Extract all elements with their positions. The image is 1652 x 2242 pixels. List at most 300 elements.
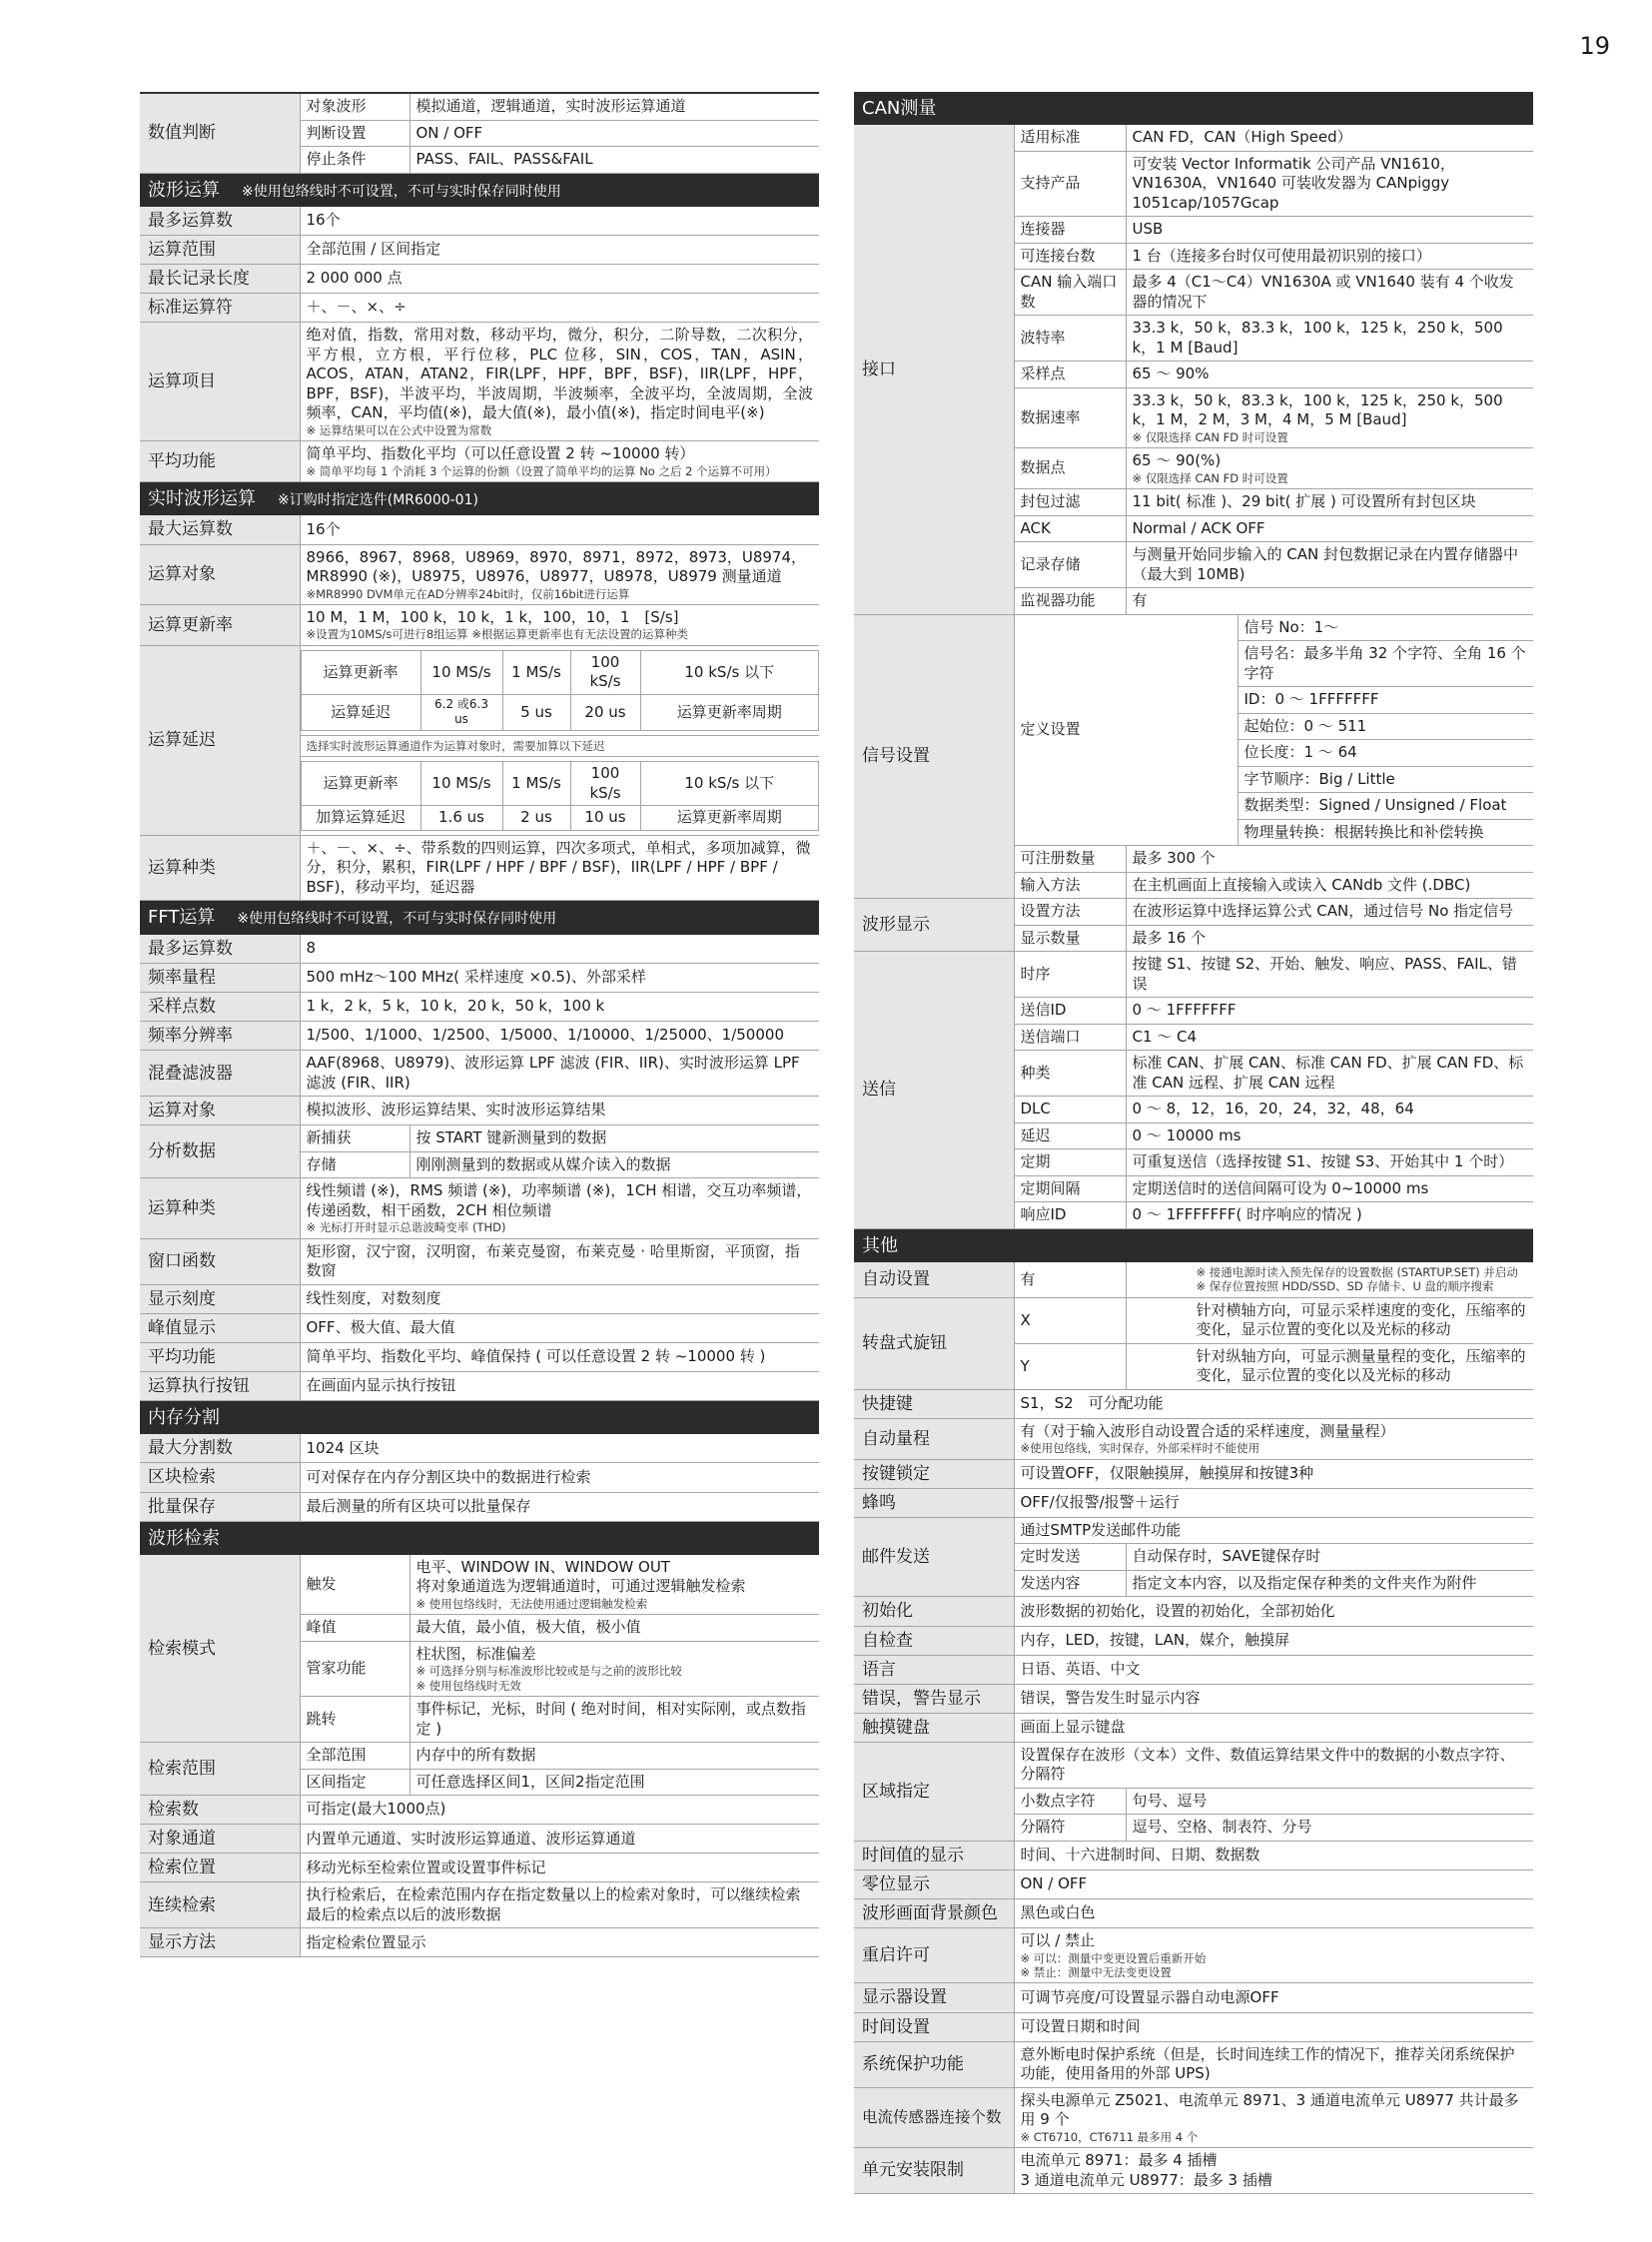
spec-text: 检索范围 — [148, 1759, 216, 1780]
spec-subkey — [1014, 448, 1126, 489]
spec-text: 蜂鸣 — [862, 1492, 896, 1513]
spec-value — [1014, 2012, 1533, 2041]
spec-value — [1126, 1262, 1533, 1297]
spec-text: 区间指定 — [306, 1772, 367, 1791]
spec-value — [1126, 1175, 1533, 1202]
spec-value — [300, 323, 819, 441]
spec-key — [140, 645, 300, 835]
spec-text: 线性刻度，对数刻度 — [306, 1288, 441, 1307]
spec-text: 针对纵轴方向，可显示测量量程的变化，压缩率的变化，显示位置的变化以及光标的移动 — [1196, 1346, 1526, 1385]
spec-key — [854, 1870, 1014, 1899]
spec-subkey — [300, 94, 410, 120]
spec-text: 检索数 — [148, 1800, 199, 1821]
spec-text: 定期送信时的送信间隔可设为 0~10000 ms — [1132, 1178, 1429, 1197]
spec-text: 可任意选择区间1，区间2指定范围 — [415, 1772, 645, 1791]
delay-table-cell: 100 kS/s — [570, 650, 640, 694]
spec-key — [854, 614, 1014, 899]
table-row — [140, 1342, 819, 1371]
table-row — [140, 645, 819, 735]
spec-text: 运算种类 — [148, 858, 216, 879]
spec-text: 定期间隔 — [1020, 1178, 1081, 1197]
delay-table-cell: 1 MS/s — [502, 762, 570, 806]
spec-value — [1014, 1928, 1533, 1983]
spec-text: 停止条件 — [306, 150, 367, 168]
spec-text: 运算项目 — [148, 372, 216, 392]
spec-text: 时间、十六进制时间、日期、数据数 — [1020, 1846, 1260, 1865]
spec-text: 峰值显示 — [148, 1317, 216, 1338]
table-row — [854, 1655, 1533, 1684]
spec-text: C1 ～ C4 — [1132, 1027, 1198, 1046]
spec-text: 与测量开始同步输入的 CAN 封包数据记录在内置存储器中（最大到 10MB) — [1132, 545, 1518, 583]
spec-subkey — [300, 1641, 410, 1696]
spec-key — [140, 604, 300, 645]
table-row — [140, 1825, 819, 1854]
spec-text: 执行检索后，在检索范围内存在指定数量以上的检索对象时，可以继续检索最后的检索点以后的波形数据 — [306, 1885, 801, 1923]
spec-text: 电流单元 8971：最多 4 插槽 — [1020, 2151, 1218, 2169]
table-row — [140, 604, 819, 645]
spec-text: CAN FD，CAN（High Speed） — [1132, 128, 1352, 147]
spec-value — [410, 1125, 819, 1152]
spec-text: 采样点数 — [148, 996, 216, 1017]
spec-text: 记录存储 — [1020, 554, 1081, 573]
spec-value — [1014, 1841, 1533, 1869]
spec-text: ID：0 ～ 1FFFFFFF — [1243, 690, 1379, 709]
spec-text: 3 通道电流单元 U8977：最多 3 插槽 — [1020, 2170, 1272, 2189]
table-row — [854, 2041, 1533, 2087]
spec-key — [140, 963, 300, 992]
spec-text: 发送内容 — [1020, 1573, 1081, 1592]
spec-text: X — [1020, 1310, 1031, 1329]
spec-text: 数值判断 — [148, 123, 216, 144]
spec-text: 最长记录长度 — [148, 269, 250, 290]
spec-key — [854, 2148, 1014, 2194]
spec-text: 定义设置 — [1020, 720, 1081, 739]
spec-value — [1126, 1051, 1533, 1097]
section-header — [854, 92, 1533, 125]
table-row — [140, 1854, 819, 1882]
spec-subkey — [1014, 1175, 1126, 1202]
spec-note: ※ 可选择分别与标准波形比较或是与之前的波形比较 — [415, 1664, 682, 1679]
table-row — [140, 1463, 819, 1492]
spec-value — [1126, 1788, 1533, 1815]
spec-value — [300, 1051, 819, 1097]
spec-text: OFF/仅报警/报警＋运行 — [1020, 1493, 1180, 1512]
spec-key — [140, 1097, 300, 1125]
spec-note: ※ 光标打开时显示总谐波畸变率 (THD) — [306, 1220, 506, 1235]
spec-value — [300, 1434, 819, 1463]
spec-key — [140, 235, 300, 264]
spec-text: 在主机画面上直接输入或读入 CANdb 文件 (.DBC) — [1132, 875, 1471, 894]
table-row — [140, 1021, 819, 1050]
table-row — [854, 1262, 1533, 1297]
spec-text: 封包过滤 — [1020, 492, 1081, 511]
spec-value — [300, 235, 819, 264]
spec-subkey — [1014, 1149, 1126, 1176]
spec-value — [1238, 819, 1533, 846]
spec-text: 运算延迟 — [148, 730, 216, 751]
spec-key — [140, 1284, 300, 1313]
spec-key — [140, 1492, 300, 1521]
spec-text: 矩形窗，汉宁窗，汉明窗，布莱克曼窗，布莱克曼 · 哈里斯窗，平顶窗，指数窗 — [306, 1241, 800, 1280]
spec-text: 最多 16 个 — [1132, 928, 1207, 947]
spec-value — [1126, 316, 1533, 362]
spec-value — [300, 1097, 819, 1125]
spec-text: 画面上显示键盘 — [1020, 1718, 1126, 1737]
spec-text: 定时发送 — [1020, 1547, 1081, 1566]
section-header — [140, 1521, 819, 1555]
spec-key — [140, 835, 300, 901]
spec-value — [300, 265, 819, 294]
spec-text: 自动设置 — [862, 1269, 930, 1290]
spec-text: 连接器 — [1020, 220, 1066, 239]
spec-key — [140, 1342, 300, 1371]
spec-text: 信号设置 — [862, 746, 930, 767]
section-title-text: CAN测量 — [862, 98, 937, 119]
spec-text: 全部范围 — [306, 1746, 367, 1765]
spec-text: 适用标准 — [1020, 128, 1081, 147]
spec-text: 指定检索位置显示 — [306, 1932, 426, 1951]
spec-subkey — [1014, 515, 1126, 542]
spec-text: ＋、－、×、÷、带系数的四则运算，四次多项式，单相式，多项加减算，微分，积分，累积，FIR(LPF / HPF / BPF / BSF)，IIR(LPF / HPF / BPF / BSF)，移动平均，延迟器 — [306, 838, 811, 896]
spec-text: 简单平均、指数化平均（可以任意设置 2 转 ~10000 转） — [306, 444, 695, 463]
spec-value — [1238, 687, 1533, 714]
spec-text: 波形显示 — [862, 915, 930, 936]
spec-subkey — [1014, 316, 1126, 362]
spec-value — [1014, 1655, 1533, 1684]
spec-value — [1014, 1899, 1533, 1928]
delay-table-cell: 10 kS/s 以下 — [640, 762, 819, 806]
spec-text: 送信端口 — [1020, 1027, 1081, 1046]
spec-text: Normal / ACK OFF — [1132, 518, 1265, 537]
section-title-text: 波形运算 — [148, 179, 220, 201]
spec-text: ON / OFF — [415, 123, 483, 142]
table-row — [854, 2148, 1533, 2194]
spec-subkey — [1014, 1262, 1126, 1297]
spec-subkey — [1014, 1570, 1126, 1597]
spec-value — [1014, 1870, 1533, 1899]
spec-text: 运算更新率 — [148, 614, 233, 635]
spec-value — [300, 1854, 819, 1882]
spec-key — [854, 1488, 1014, 1517]
spec-text: 管家功能 — [306, 1659, 367, 1678]
spec-subkey — [1014, 489, 1126, 516]
section-title — [854, 1228, 1533, 1262]
spec-key — [140, 935, 300, 964]
table-row — [140, 1882, 819, 1928]
left-column — [140, 92, 819, 1957]
spec-subkey — [1014, 542, 1126, 588]
spec-value — [1014, 1626, 1533, 1655]
spec-subkey — [1014, 151, 1126, 217]
spec-key — [854, 1459, 1014, 1488]
spec-text: 延迟 — [1020, 1125, 1051, 1144]
spec-value — [1126, 362, 1533, 388]
spec-text: 零位显示 — [862, 1874, 930, 1894]
spec-text: 按键 S1、按键 S2、开始、触发、响应、PASS、FAIL、错误 — [1132, 955, 1517, 993]
spec-key — [140, 207, 300, 236]
spec-key — [854, 1655, 1014, 1684]
spec-text: 数据速率 — [1020, 407, 1081, 426]
spec-value — [300, 1238, 819, 1284]
table-row — [140, 265, 819, 294]
spec-key — [140, 515, 300, 544]
spec-subkey — [1014, 1815, 1126, 1842]
spec-text: 标准运算符 — [148, 298, 233, 319]
spec-text: 简单平均、指数化平均、峰值保持 ( 可以任意设置 2 转 ~10000 转 ) — [306, 1347, 766, 1366]
spec-text: 错误，警告显示 — [862, 1688, 981, 1709]
spec-text: 错误，警告发生时显示内容 — [1020, 1689, 1201, 1708]
spec-text: 支持产品 — [1020, 174, 1081, 193]
spec-text: USB — [1132, 220, 1164, 239]
spec-note: ※ 简单平均每 1 个消耗 3 个运算的份额（设置了简单平均的运算 No 之后 2 个运算不可用） — [306, 463, 777, 478]
spec-key — [140, 1928, 300, 1957]
spec-key — [854, 952, 1014, 1229]
spec-value — [300, 1178, 819, 1238]
spec-value — [1126, 952, 1533, 998]
section-title-text: 实时波形运算 — [148, 488, 256, 510]
spec-text: 黑色或白色 — [1020, 1903, 1096, 1922]
table-row — [854, 1713, 1533, 1742]
delay-table-cell: 10 kS/s 以下 — [640, 650, 819, 694]
spec-text: 事件标记，光标，时间 ( 绝对时间，相对实际刚，或点数指定 ) — [415, 1700, 806, 1738]
spec-text: 连续检索 — [148, 1894, 216, 1915]
spec-subkey — [1014, 1788, 1126, 1815]
spec-text: 可以 / 禁止 — [1020, 1931, 1096, 1950]
spec-note: ※ 禁止：测量中无法变更设置 — [1020, 1965, 1172, 1980]
spec-value — [1126, 489, 1533, 516]
table-row — [140, 323, 819, 441]
spec-value — [410, 94, 819, 120]
section-title — [140, 173, 819, 207]
table-row — [854, 2012, 1533, 2041]
section-title — [140, 1521, 819, 1555]
spec-value — [1126, 998, 1533, 1025]
spec-value — [1126, 1149, 1533, 1176]
spec-table-left — [140, 94, 819, 1957]
delay-table-cell: 100 kS/s — [570, 762, 640, 806]
spec-value — [1126, 1202, 1533, 1229]
spec-key — [854, 1841, 1014, 1869]
spec-text: ACK — [1020, 518, 1051, 537]
section-note: ※订购时指定选件(MR6000-01) — [278, 492, 478, 509]
spec-value — [1126, 270, 1533, 316]
spec-value — [300, 441, 819, 482]
spec-text: 峰值 — [306, 1618, 337, 1637]
spec-text: 窗口函数 — [148, 1251, 216, 1271]
spec-text: 波形数据的初始化，设置的初始化，全部初始化 — [1020, 1601, 1335, 1620]
spec-key — [854, 899, 1014, 952]
spec-note: ※ 仅限选择 CAN FD 时可设置 — [1132, 429, 1288, 444]
spec-key — [140, 265, 300, 294]
spec-text: 可指定(最大1000点) — [306, 1800, 446, 1819]
spec-text: 批量保存 — [148, 1496, 216, 1517]
spec-text: 内置单元通道、实时波形运算通道、波形运算通道 — [306, 1829, 636, 1848]
spec-subkey — [1014, 925, 1126, 952]
section-title-text: 其他 — [862, 1234, 898, 1256]
spec-text: DLC — [1020, 1100, 1051, 1119]
spec-key — [854, 1684, 1014, 1713]
spec-value — [1126, 846, 1533, 873]
spec-value — [1126, 217, 1533, 244]
spec-value — [410, 1151, 819, 1178]
spec-text: 最多 300 个 — [1132, 849, 1216, 868]
spec-text: 信号 No：1～ — [1243, 617, 1339, 636]
spec-key — [140, 1313, 300, 1342]
spec-text: 监视器功能 — [1020, 591, 1096, 610]
delay-table-cell: 运算更新率周期 — [640, 806, 819, 831]
spec-value — [1014, 1597, 1533, 1626]
spec-value — [1014, 1713, 1533, 1742]
spec-key — [854, 1928, 1014, 1983]
spec-text: 日语、英语、中文 — [1020, 1659, 1141, 1678]
spec-text: 8 — [306, 939, 317, 957]
table-row — [854, 1841, 1533, 1869]
spec-text: 波形画面背景颜色 — [862, 1903, 998, 1924]
spec-text: 数据类型：Signed / Unsigned / Float — [1243, 796, 1507, 815]
spec-value — [410, 1615, 819, 1642]
delay-table-cell: 2 us — [502, 806, 570, 831]
spec-value — [1126, 1122, 1533, 1149]
spec-text: 运算对象 — [148, 564, 216, 585]
delay-table — [301, 650, 820, 731]
spec-value — [410, 147, 819, 174]
spec-value — [300, 544, 819, 604]
table-row — [140, 1555, 819, 1615]
spec-text: 送信ID — [1020, 1001, 1067, 1020]
spec-text: 8966，8967，8968，U8969，8970，8971，8972，8973，U8974，MR8990 (※)，U8975，U8976，U8977，U8978，U8979 测量通道 — [306, 547, 807, 585]
spec-key — [854, 1983, 1014, 2012]
spec-key — [854, 1262, 1014, 1297]
table-row — [140, 1313, 819, 1342]
table-row — [854, 1983, 1533, 2012]
spec-text: 可注册数量 — [1020, 849, 1096, 868]
section-title — [140, 1400, 819, 1434]
spec-text: 在波形运算中选择运算公式 CAN，通过信号 No 指定信号 — [1132, 902, 1514, 921]
spec-text: 数据点 — [1020, 458, 1066, 477]
spec-note: ※使用包络线，实时保存，外部采样时不能使用 — [1020, 1441, 1260, 1456]
spec-note: ※ 使用包络线时无效 — [415, 1678, 521, 1693]
spec-text: 区域指定 — [862, 1781, 930, 1802]
spec-text: 电平、WINDOW IN、WINDOW OUT — [415, 1557, 670, 1576]
spec-subkey — [300, 1151, 410, 1178]
spec-value — [1126, 387, 1533, 447]
spec-subkey — [1014, 1122, 1126, 1149]
spec-text: 1024 区块 — [306, 1438, 380, 1457]
delay-table-cell: 6.2 或6.3 us — [420, 694, 502, 730]
spec-text: 模拟通道，逻辑通道，实时波形运算通道 — [415, 97, 686, 115]
spec-text: 有 — [1132, 591, 1148, 610]
spec-text: 平均功能 — [148, 1346, 216, 1367]
spec-value — [1126, 1097, 1533, 1123]
spec-text: 柱状图，标准偏差 — [415, 1644, 536, 1663]
spec-text: 分析数据 — [148, 1141, 216, 1162]
table-row — [140, 294, 819, 323]
spec-key — [140, 1882, 300, 1928]
table-row — [140, 515, 819, 544]
spec-text: 16个 — [306, 211, 341, 230]
table-row — [854, 614, 1533, 641]
spec-text: 0 ～ 1FFFFFFF( 时序响应的情况 ) — [1132, 1205, 1362, 1224]
spec-text: 11 bit( 标准 )、29 bit( 扩展 ) 可设置所有封包区块 — [1132, 492, 1476, 511]
spec-text: 33.3 k，50 k，83.3 k，100 k，125 k，250 k，500 k，1 M，2 M，3 M，4 M，5 M [Baud] — [1132, 390, 1503, 429]
spec-text: 单元安装限制 — [862, 2160, 964, 2181]
spec-text: 可重复送信（选择按键 S1、按键 S3、开始其中 1 个时） — [1132, 1152, 1514, 1171]
spec-text: 时间设置 — [862, 2016, 930, 2037]
spec-value — [300, 757, 819, 836]
spec-text: 分隔符 — [1020, 1818, 1066, 1837]
table-row — [140, 992, 819, 1021]
spec-text: 最大分割数 — [148, 1438, 233, 1459]
spec-value — [1014, 2041, 1533, 2087]
spec-subkey — [300, 120, 410, 147]
spec-key — [140, 94, 300, 173]
spec-subkey — [1014, 614, 1238, 846]
delay-table-row — [301, 806, 819, 831]
spec-key — [854, 1713, 1014, 1742]
spec-subkey — [1014, 387, 1126, 447]
spec-value — [1126, 872, 1533, 899]
spec-subkey — [1014, 872, 1126, 899]
spec-text: 意外断电时保护系统（但是，长时间连续工作的情况下，推荐关闭系统保护功能，使用备用的外部 UPS) — [1020, 2044, 1515, 2083]
spec-text: S1，S2 可分配功能 — [1020, 1394, 1164, 1413]
spec-value — [1126, 1297, 1533, 1343]
spec-text: 将对象通道选为逻辑通道时，可通过逻辑触发检索 — [415, 1577, 746, 1596]
spec-subkey — [1014, 1024, 1126, 1051]
spec-text: 语言 — [862, 1659, 896, 1680]
spec-value — [300, 207, 819, 236]
spec-value — [300, 515, 819, 544]
spec-text: CAN 输入端口数 — [1020, 273, 1118, 311]
spec-text: 运算对象 — [148, 1101, 216, 1121]
table-row — [140, 1371, 819, 1400]
spec-value — [1238, 713, 1533, 740]
spec-text: 0 ～ 1FFFFFFF — [1132, 1001, 1237, 1020]
spec-key — [140, 323, 300, 441]
spec-text: 波特率 — [1020, 329, 1066, 348]
spec-text: 1/500、1/1000、1/2500、1/5000、1/10000、1/25000、1/50000 — [306, 1026, 784, 1045]
spec-key — [140, 1555, 300, 1743]
spec-value — [1238, 641, 1533, 687]
spec-key — [140, 1854, 300, 1882]
table-row — [140, 1097, 819, 1125]
section-header — [140, 901, 819, 935]
section-header — [140, 482, 819, 516]
spec-subkey — [300, 1125, 410, 1152]
spec-subkey — [1014, 899, 1126, 926]
spec-value — [1014, 1389, 1533, 1418]
spec-text: 可设置日期和时间 — [1020, 2016, 1141, 2035]
spec-value — [300, 1342, 819, 1371]
spec-value — [410, 1555, 819, 1615]
table-row — [854, 1488, 1533, 1517]
table-row — [140, 963, 819, 992]
spec-text: 显示刻度 — [148, 1288, 216, 1309]
spec-value — [1014, 1684, 1533, 1713]
delay-table-row — [301, 694, 819, 730]
right-column — [854, 92, 1533, 2194]
spec-text: ON / OFF — [1020, 1874, 1088, 1893]
spec-value — [410, 1769, 819, 1796]
delay-table-cell: 运算更新率周期 — [640, 694, 819, 730]
spec-note: ※ 仅限选择 CAN FD 时可设置 — [1132, 470, 1288, 485]
table-row — [854, 1597, 1533, 1626]
table-row — [854, 1899, 1533, 1928]
spec-value — [1126, 1544, 1533, 1571]
delay-table-cell: 5 us — [502, 694, 570, 730]
spec-value — [300, 735, 819, 756]
spec-subkey — [300, 1743, 410, 1770]
spec-text: AAF(8968、U8979)、波形运算 LPF 滤波 (FIR、IIR)、实时波形运算 LPF 滤波 (FIR、IIR) — [306, 1054, 800, 1092]
